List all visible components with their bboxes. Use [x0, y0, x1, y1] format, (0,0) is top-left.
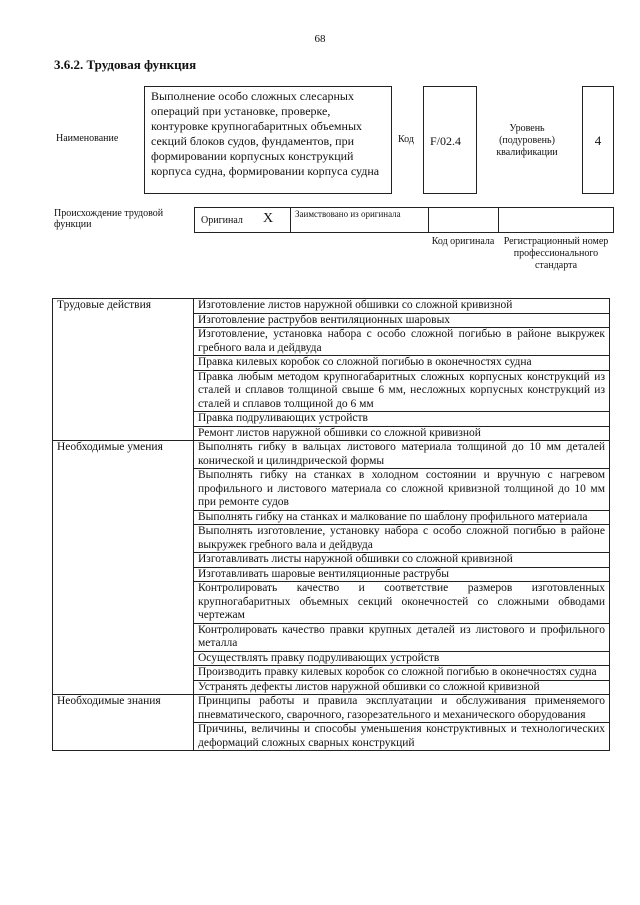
item-cell: Ремонт листов наружной обшивки со сложной кривизной [194, 426, 610, 441]
registration-caption: Регистрационный номер профессионального стандарта [503, 236, 609, 271]
code-label: Код [398, 134, 414, 145]
item-cell: Правка подруливающих устройств [194, 412, 610, 427]
category-cell: Необходимые умения [53, 441, 194, 695]
item-cell: Выполнять гибку на станках и малкование по шаблону профильного материала [194, 510, 610, 525]
item-cell: Контролировать качество и соответствие размеров изготовленных крупногабаритных объемных секций оконечностей со сложными обводами чертежам [194, 582, 610, 624]
item-cell: Изготавливать шаровые вентиляционные раструбы [194, 567, 610, 582]
item-cell: Выполнять гибку на станках в холодном состоянии и вручную с нагревом профильного и листового материала со сложной кривизной толщиной до 10 мм при ремонте судов [194, 469, 610, 511]
original-label: Оригинал [201, 215, 243, 226]
item-cell: Причины, величины и способы уменьшения конструктивных и технологических деформаций сложных сварных конструкций [194, 723, 610, 751]
item-cell: Выполнять изготовление, установку набора с особо сложной погибью в районе выкружек гребного вала и дейдвуда [194, 525, 610, 553]
original-code-cell [429, 208, 499, 232]
item-cell: Контролировать качество правки крупных деталей из листового и профильного металла [194, 623, 610, 651]
item-cell: Правка килевых коробок со сложной погибью в оконечностях судна [194, 356, 610, 371]
item-cell: Изготавливать листы наружной обшивки со сложной кривизной [194, 553, 610, 568]
table-row [53, 441, 610, 469]
origin-row [194, 207, 614, 233]
level-label: Уровень (подуровень) квалификации [496, 123, 558, 158]
section-title: 3.6.2. Трудовая функция [54, 57, 197, 72]
table-row [53, 299, 610, 314]
function-details-table [52, 298, 610, 751]
item-cell: Устранять дефекты листов наружной обшивки со сложной кривизной [194, 680, 610, 695]
code-box [423, 86, 477, 194]
name-label: Наименование [56, 133, 119, 144]
table-row [53, 695, 610, 723]
code-value: F/02.4 [430, 134, 462, 148]
item-cell: Изготовление листов наружной обшивки со сложной кривизной [194, 299, 610, 314]
level-value: 4 [594, 133, 602, 148]
page-number: 68 [314, 33, 326, 45]
category-cell: Необходимые знания [53, 695, 194, 751]
category-cell: Трудовые действия [53, 299, 194, 441]
registration-number-cell [499, 208, 613, 232]
original-mark: X [263, 211, 274, 226]
function-name-box: Выполнение особо сложных слесарных операций при установке, проверке, контуровке крупногабаритных объемных секций блоков судов, фундаментов, при формировании корпусных конструкций корпуса судна, формировании корпуса судна [144, 86, 392, 194]
item-cell: Осуществлять правку подруливающих устройств [194, 651, 610, 666]
original-code-caption: Код оригинала [431, 236, 495, 247]
item-cell: Производить правку килевых коробок со сложной погибью в оконечностях судна [194, 666, 610, 681]
origin-label: Происхождение трудовой функции [54, 208, 164, 230]
origin-original-cell [195, 208, 291, 232]
item-cell: Изготовление, установка набора с особо сложной погибью в районе выкружек гребного вала и дейдвуда [194, 328, 610, 356]
level-box [582, 86, 614, 194]
item-cell: Принципы работы и правила эксплуатации и обслуживания применяемого пневматического, сварочного, газорезательного и механического оборудования [194, 695, 610, 723]
borrowed-label: Заимствовано из оригинала [291, 208, 429, 232]
item-cell: Правка любым методом крупногабаритных сложных корпусных конструкций из сталей и сплавов толщиной свыше 6 мм, несложных корпусных конструкций из сталей и сплавов толщиной до 6 мм [194, 370, 610, 412]
item-cell: Выполнять гибку в вальцах листового материала толщиной до 10 мм деталей конической и цилиндрической формы [194, 441, 610, 469]
item-cell: Изготовление раструбов вентиляционных шаровых [194, 313, 610, 328]
